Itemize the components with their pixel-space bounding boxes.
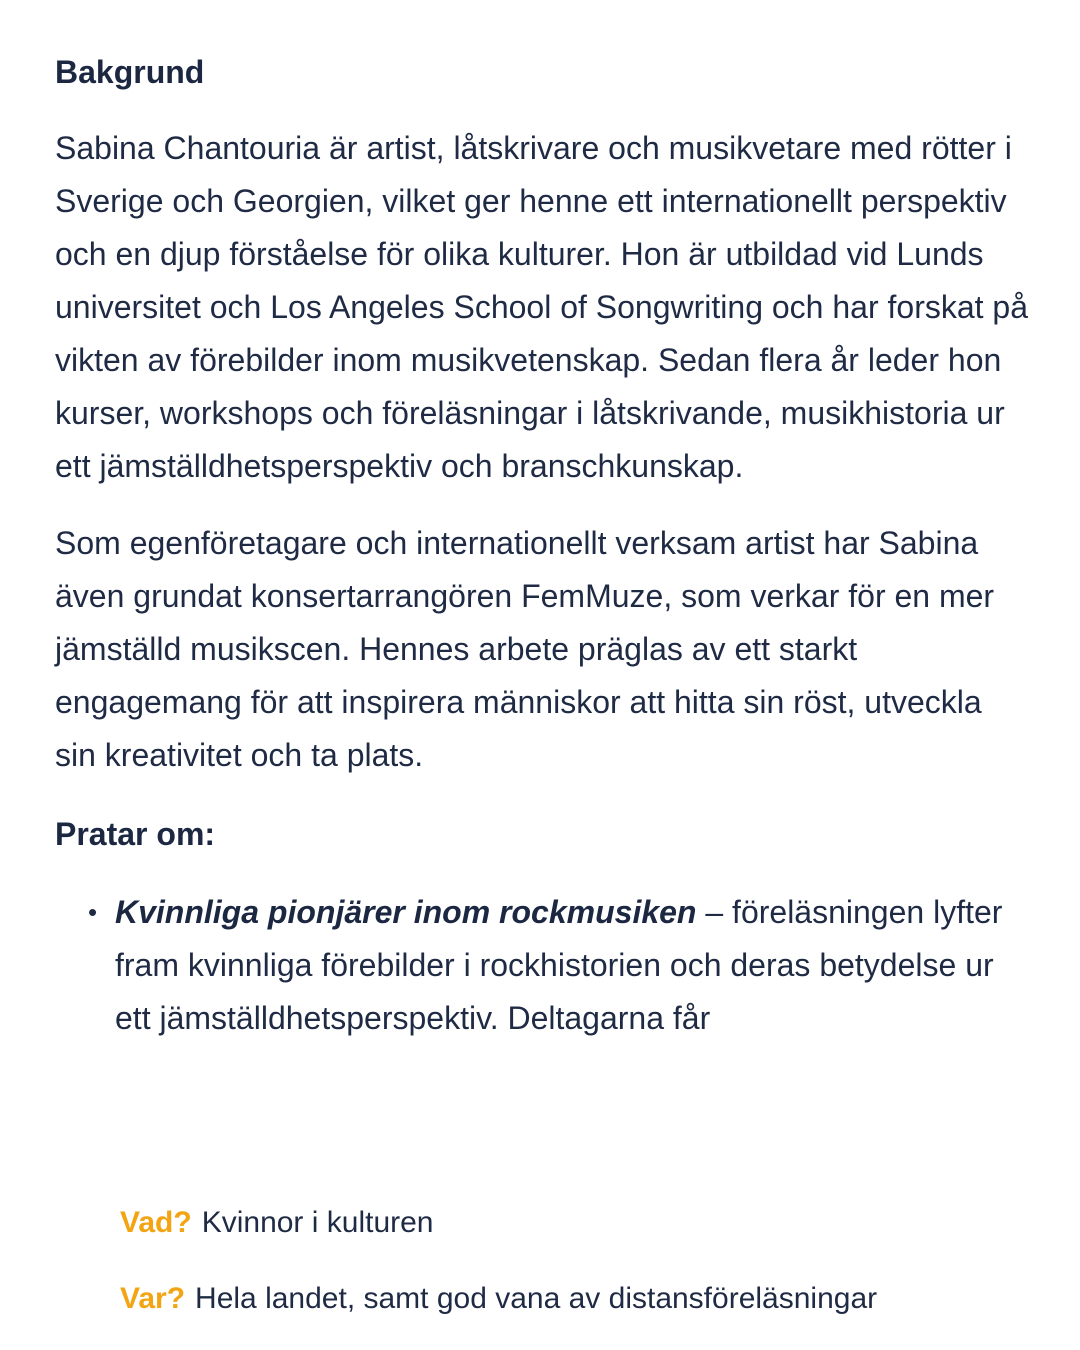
info-what — [120, 1203, 1040, 1243]
info-where — [120, 1279, 1040, 1319]
list-item — [55, 886, 1030, 1045]
topics-heading: Pratar om: — [55, 816, 216, 852]
speaker-profile — [55, 46, 1030, 1046]
bullet-icon: • — [88, 897, 98, 927]
info-where-label: Var? — [120, 1282, 186, 1315]
topic-description: – föreläsningen lyfter fram kvinnliga förebilder i rockhistorien och deras betydelse ur ett jämställdhetsperspektiv. Deltagarna får — [115, 894, 1003, 1036]
info-where-value: Hela landet, samt god vana av distansföreläsningar — [195, 1282, 878, 1315]
topics-list — [55, 886, 1030, 1046]
background-paragraph-2: Som egenföretagare och internationellt verksam artist har Sabina även grundat konsertarrangören FemMuze, som verkar för en mer jämställd musikscen. Hennes arbete präglas av ett starkt engagemang för att inspirera människor att hitta sin röst, utveckla sin kreativitet och ta plats. — [55, 525, 995, 773]
info-what-label: Vad? — [120, 1206, 192, 1239]
background-heading: Bakgrund — [55, 54, 205, 90]
topic-title: Kvinnliga pionjärer inom rockmusiken — [115, 894, 697, 930]
background-paragraph-1: Sabina Chantouria är artist, låtskrivare och musikvetare med rötter i Sverige och Georgien, vilket ger henne ett internationellt perspektiv och en djup förståelse för olika kulturer. Hon är utbildad vid Lunds universitet och Los Angeles School of Songwriting och har forskat på vikten av förebilder inom musikvetenskap. Sedan flera år leder hon kurser, workshops och föreläsningar i låtskrivande, musikhistoria ur ett jämställdhetsperspektiv och branschkunskap. — [55, 130, 1029, 484]
info-what-value: Kvinnor i kulturen — [201, 1206, 434, 1239]
